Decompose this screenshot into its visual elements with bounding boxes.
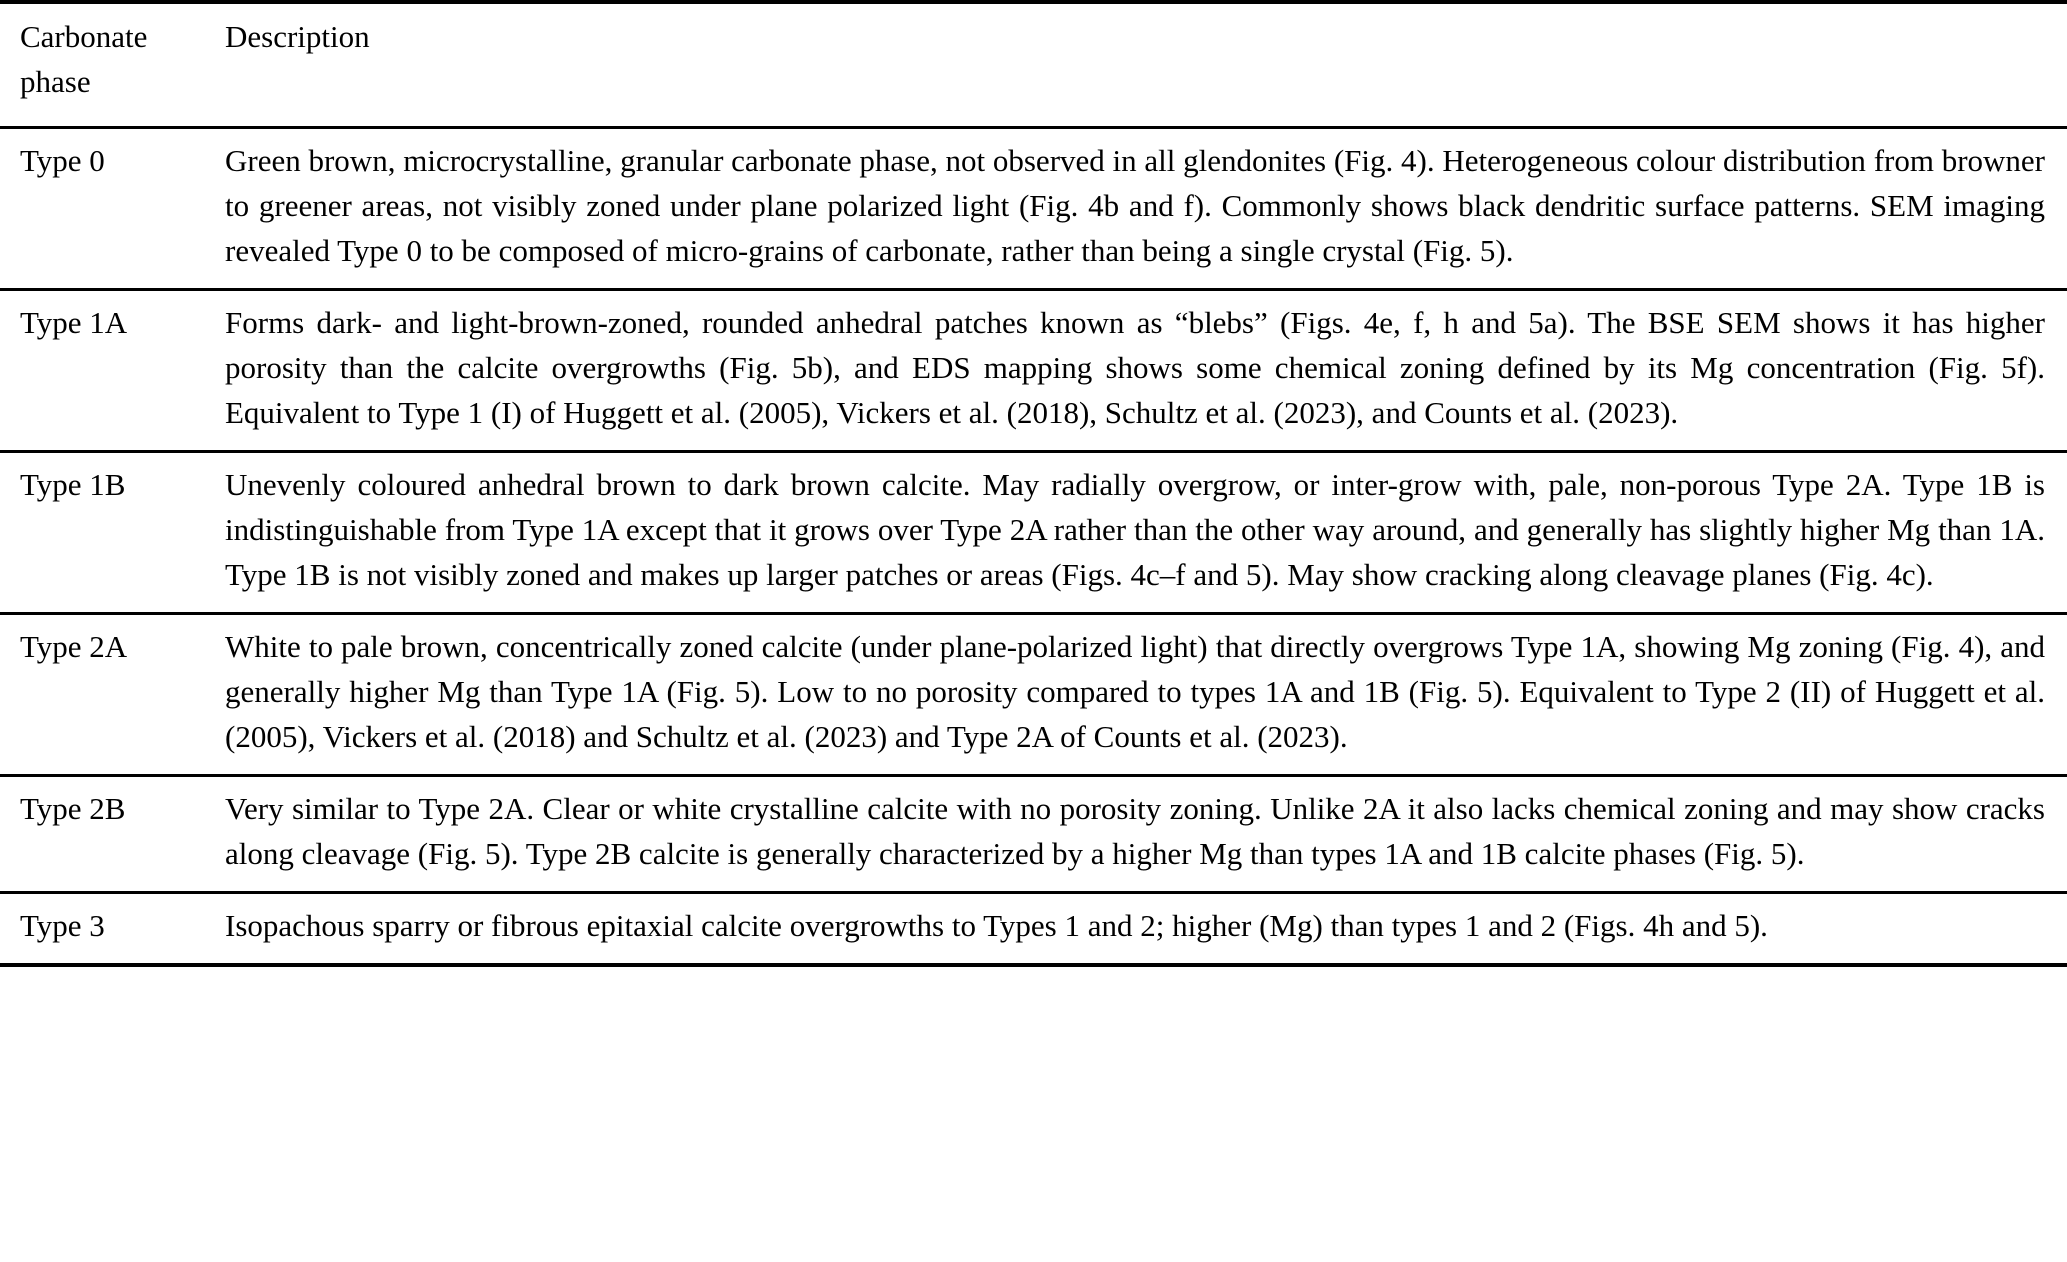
phase-cell: Type 1B: [20, 467, 126, 502]
description-cell: Very similar to Type 2A. Clear or white crystalline calcite with no porosity zoning. Unlike 2A it also lacks chemical zoning and may show cracks along cleavage (Fig. 5). Type 2B calcite is generally characterized by a higher Mg than types 1A and 1B calcite phases (Fig. 5).: [225, 791, 2045, 871]
table-row-type-3: [0, 893, 2067, 966]
table-row-type-1b: [0, 452, 2067, 614]
table-row-type-2b: [0, 776, 2067, 893]
phase-cell: Type 2B: [20, 791, 126, 826]
table-body: [0, 128, 2067, 966]
header-description: Description: [225, 19, 370, 54]
header-carbonate-phase: Carbonate phase: [20, 19, 148, 99]
phase-cell: Type 0: [20, 143, 105, 178]
phase-cell: Type 3: [20, 908, 105, 943]
description-cell: White to pale brown, concentrically zoned calcite (under plane-polarized light) that directly overgrows Type 1A, showing Mg zoning (Fig. 4), and generally higher Mg than Type 1A (Fig. 5). Low to no porosity compared to types 1A and 1B (Fig. 5). Equivalent to Type 2 (II) of Huggett et al. (2005), Vickers et al. (2018) and Schultz et al. (2023) and Type 2A of Counts et al. (2023).: [225, 629, 2045, 754]
phase-cell: Type 2A: [20, 629, 128, 664]
table-row-type-2a: [0, 614, 2067, 776]
phase-cell: Type 1A: [20, 305, 128, 340]
table-row-type-0: [0, 128, 2067, 290]
header-row: [0, 2, 2067, 128]
description-cell: Isopachous sparry or fibrous epitaxial calcite overgrowths to Types 1 and 2; higher (Mg) than types 1 and 2 (Figs. 4h and 5).: [225, 908, 1768, 943]
table-header: [0, 2, 2067, 128]
description-cell: Unevenly coloured anhedral brown to dark brown calcite. May radially overgrow, or inter-grow with, pale, non-porous Type 2A. Type 1B is indistinguishable from Type 1A except that it grows over Type 2A rather than the other way around, and generally has slightly higher Mg than 1A. Type 1B is not visibly zoned and makes up larger patches or areas (Figs. 4c–f and 5). May show cracking along cleavage planes (Fig. 4c).: [225, 467, 2045, 592]
table-row-type-1a: [0, 290, 2067, 452]
description-cell: Forms dark- and light-brown-zoned, rounded anhedral patches known as “blebs” (Figs. 4e, f, h and 5a). The BSE SEM shows it has higher porosity than the calcite overgrowths (Fig. 5b), and EDS mapping shows some chemical zoning defined by its Mg concentration (Fig. 5f). Equivalent to Type 1 (I) of Huggett et al. (2005), Vickers et al. (2018), Schultz et al. (2023), and Counts et al. (2023).: [225, 305, 2045, 430]
description-cell: Green brown, microcrystalline, granular carbonate phase, not observed in all glendonites (Fig. 4). Heterogeneous colour distribution from browner to greener areas, not visibly zoned under plane polarized light (Fig. 4b and f). Commonly shows black dendritic surface patterns. SEM imaging revealed Type 0 to be composed of micro-grains of carbonate, rather than being a single crystal (Fig. 5).: [225, 143, 2045, 268]
